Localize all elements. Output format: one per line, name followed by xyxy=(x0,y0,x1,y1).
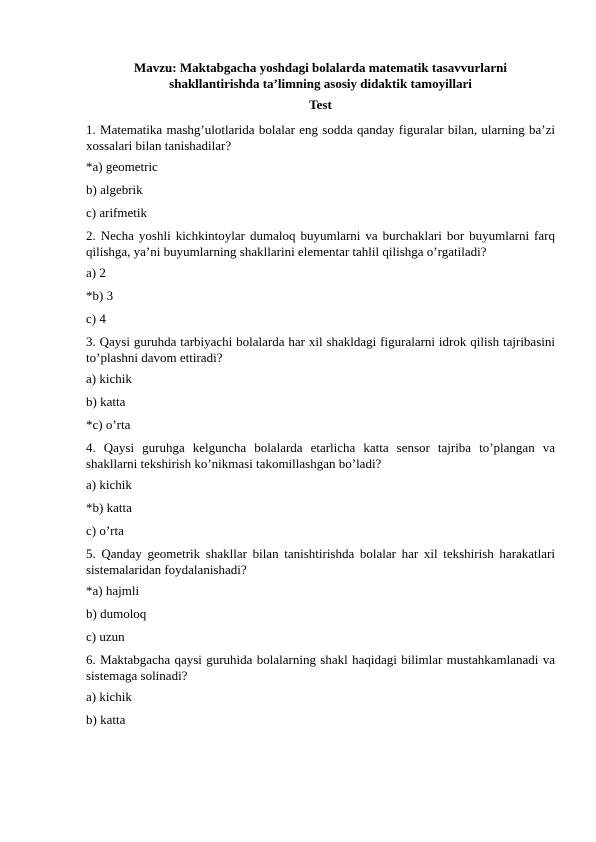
question-block xyxy=(86,228,555,328)
question-block xyxy=(86,546,555,646)
question-block xyxy=(86,440,555,540)
answer-option: c) uzun xyxy=(86,629,125,644)
question-text: 3. Qaysi guruhda tarbiyachi bolalarda har xil shakldagi figuralarni idrok qilish tajribasini to’plashni davom ettiradi? xyxy=(86,334,555,365)
answer-option: *b) 3 xyxy=(86,288,114,303)
answer-option: *b) katta xyxy=(86,500,132,515)
document-title xyxy=(86,60,555,92)
document-subtitle: Test xyxy=(309,97,332,112)
question-text: 4. Qaysi guruhga kelguncha bolalarda etarlicha katta sensor tajriba to’plangan va shakllarni tekshirish ko’nikmasi takomillashgan bo’ladi? xyxy=(86,440,555,471)
answer-option: *c) o’rta xyxy=(86,417,131,432)
question-block xyxy=(86,122,555,222)
question-text: 2. Necha yoshli kichkintoylar dumaloq buyumlarni va burchaklari bor buyumlarni farq qilishga, ya’ni buyumlarning shakllarini elementar tahlil qilishga o’rgatiladi? xyxy=(86,228,555,259)
answer-option: c) 4 xyxy=(86,311,106,326)
title-line-2: shakllantirishda ta’limning asosiy didaktik tamoyillari xyxy=(169,76,472,91)
answer-option: c) arifmetik xyxy=(86,205,147,220)
answer-option: c) o’rta xyxy=(86,523,124,538)
question-list xyxy=(86,122,555,735)
answer-option: *a) geometric xyxy=(86,159,158,174)
question-text: 6. Maktabgacha qaysi guruhida bolalarning shakl haqidagi bilimlar mustahkamlanadi va sistemaga solinadi? xyxy=(86,652,555,683)
answer-option: b) katta xyxy=(86,712,126,727)
answer-option: b) dumoloq xyxy=(86,606,147,621)
question-block xyxy=(86,334,555,434)
answer-option: *a) hajmli xyxy=(86,583,140,598)
answer-option: b) algebrik xyxy=(86,182,143,197)
question-block xyxy=(86,652,555,729)
question-text: 1. Matematika mashg’ulotlarida bolalar eng sodda qanday figuralar bilan, ularning ba’zi xossalari bilan tanishadilar? xyxy=(86,122,555,153)
answer-option: b) katta xyxy=(86,394,126,409)
question-text: 5. Qanday geometrik shakllar bilan tanishtirishda bolalar har xil tekshirish harakatlari sistemalaridan foydalanishadi? xyxy=(86,546,555,577)
answer-option: a) kichik xyxy=(86,371,132,386)
answer-option: a) kichik xyxy=(86,477,132,492)
answer-option: a) kichik xyxy=(86,689,132,704)
answer-option: a) 2 xyxy=(86,265,106,280)
title-line-1: Mavzu: Maktabgacha yoshdagi bolalarda matematik tasavvurlarni xyxy=(133,60,508,75)
